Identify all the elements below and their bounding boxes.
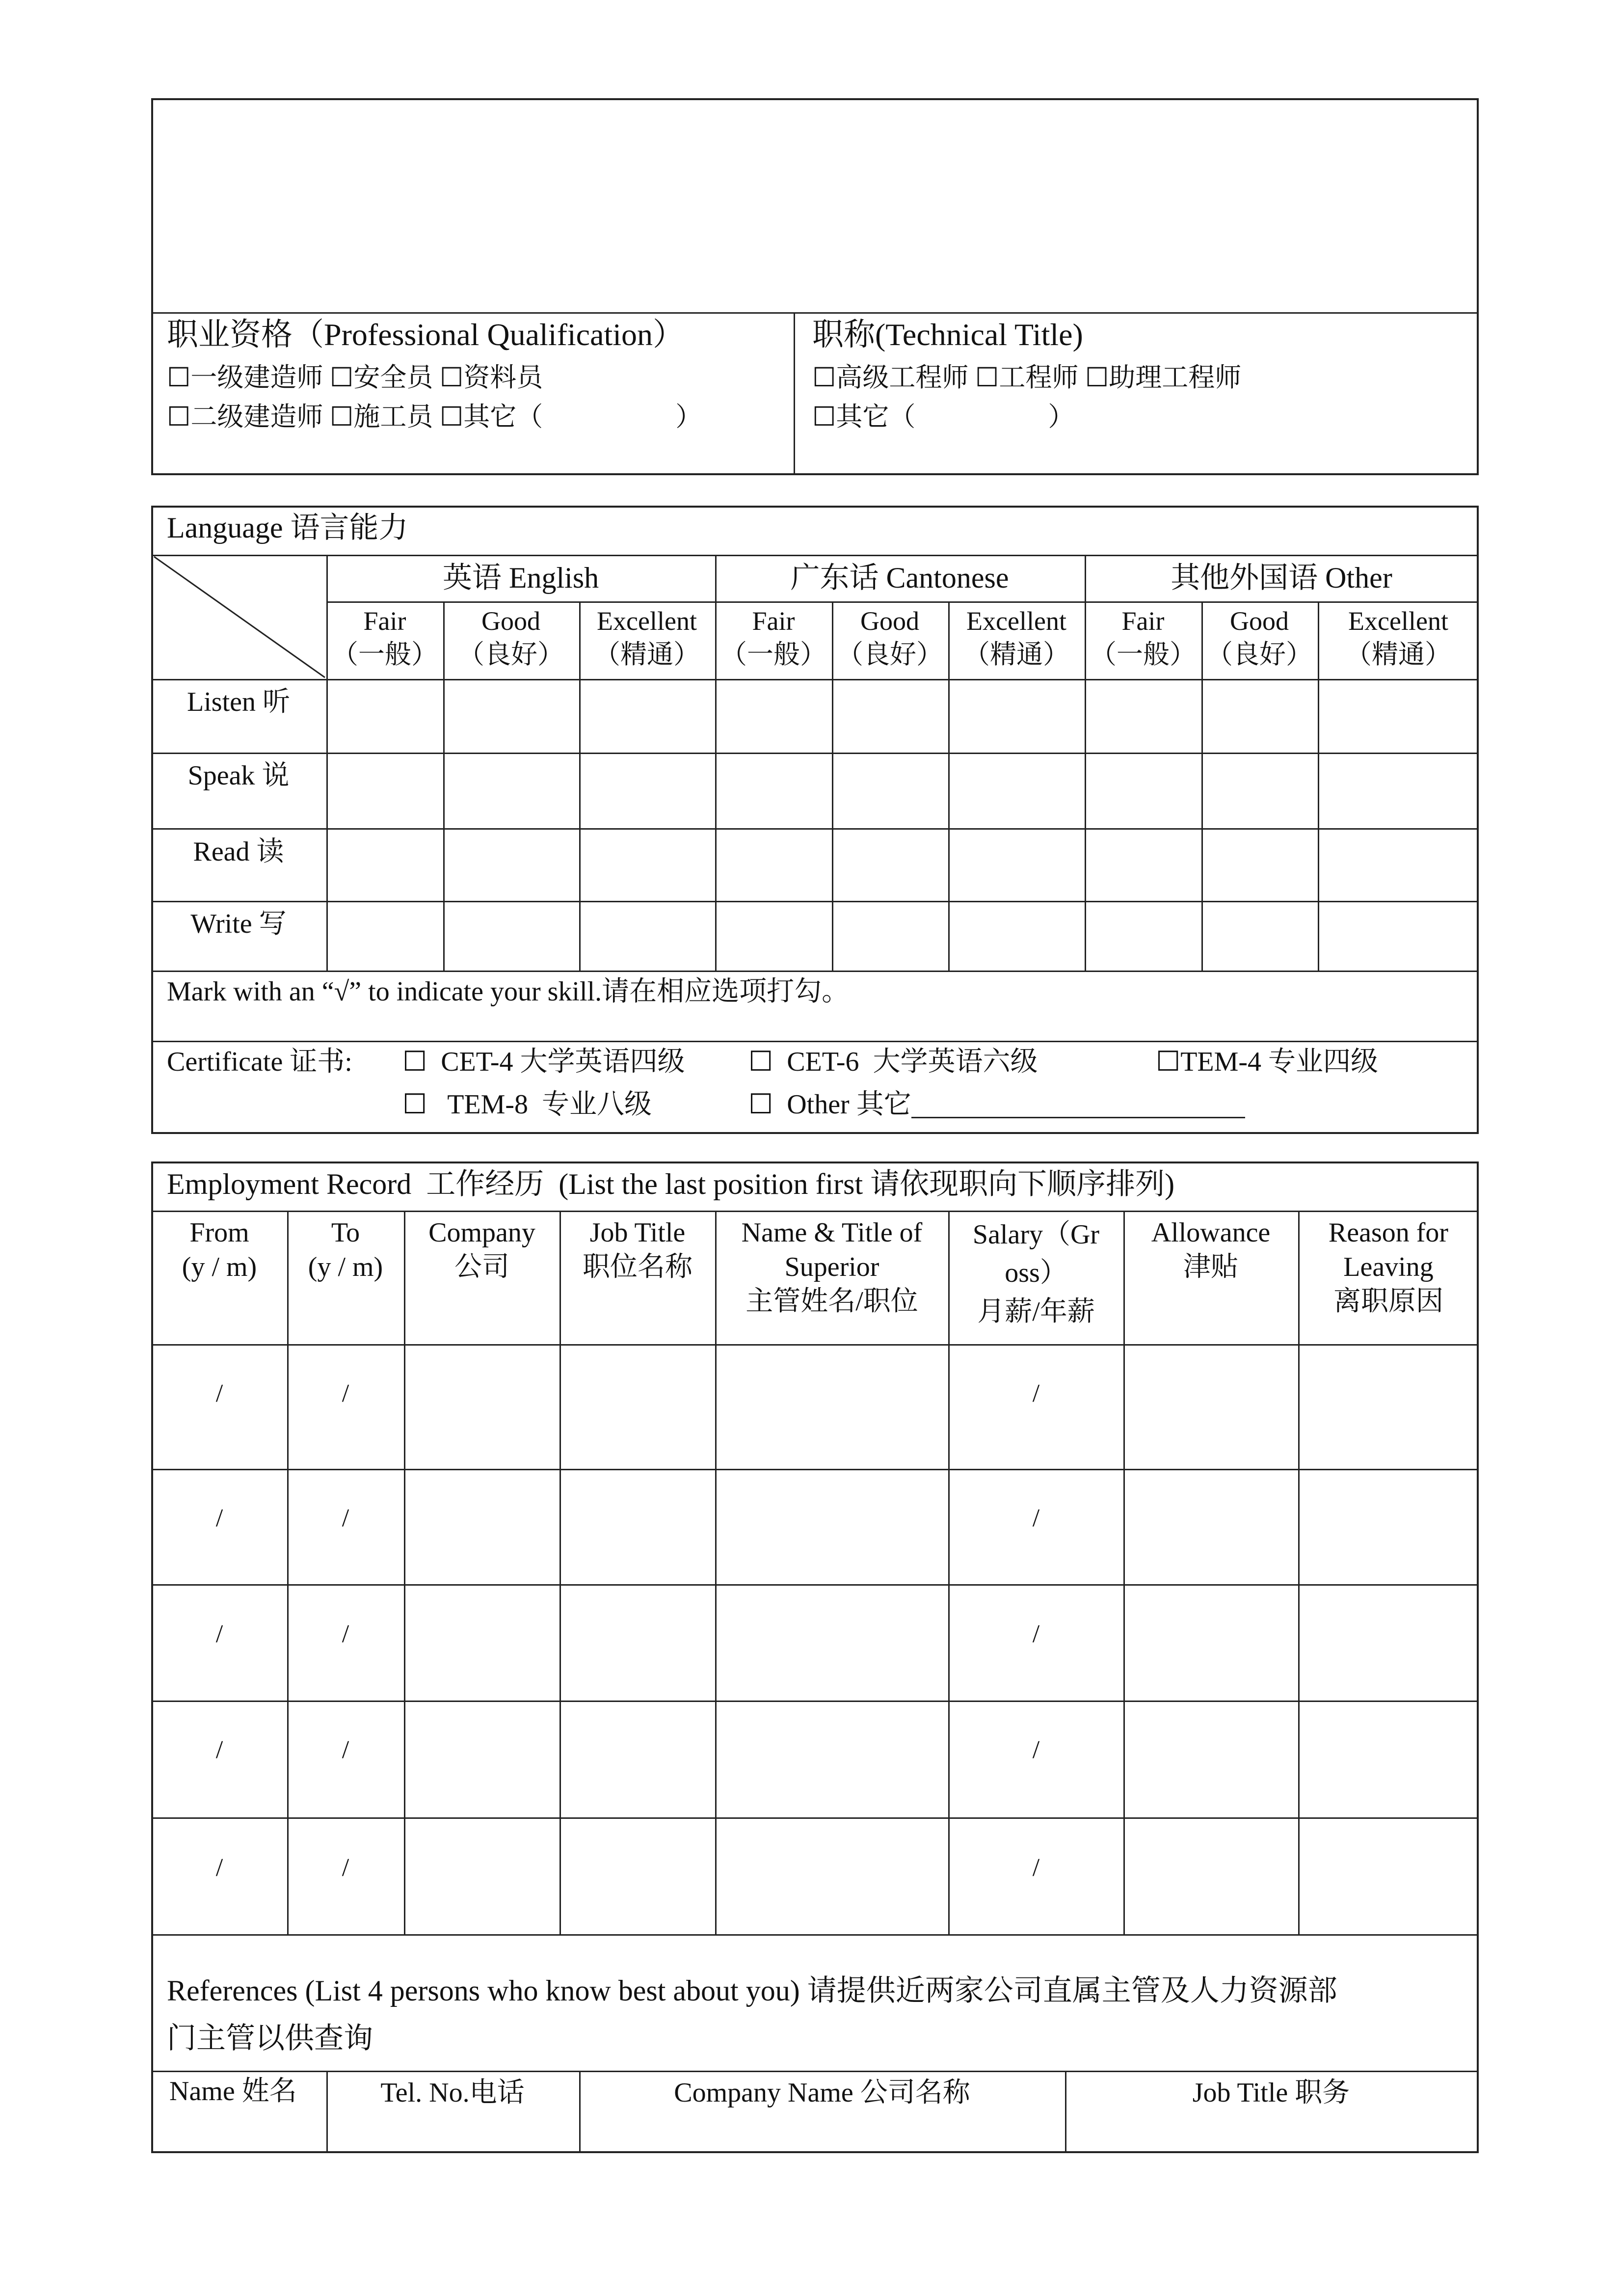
level-excellent: Excellent （精通）: [594, 606, 700, 669]
emp-line-v1: [287, 1211, 289, 1935]
emp-line-h1: [151, 1211, 1479, 1212]
lang-line-h3: [151, 679, 1479, 680]
lang-line-h6: [151, 901, 1479, 902]
emp-line-v2: [404, 1211, 405, 1935]
ref-header-company: Company Name 公司名称: [674, 2078, 970, 2108]
skill-write: Write 写: [190, 909, 287, 939]
lang-line-h4: [151, 753, 1479, 754]
header-company: Company 公司: [428, 1217, 535, 1282]
level-excellent: Excellent （精通）: [1345, 606, 1451, 669]
references-text-line1: References (List 4 persons who know best about you) 请提供近两家公司直属主管及人力资源部: [167, 1974, 1337, 2007]
skill-listen: Listen 听: [187, 687, 290, 717]
row1-salary-slash[interactable]: /: [1032, 1379, 1040, 1407]
qualification-divider-h: [151, 312, 1479, 314]
lang-line-h2: [326, 601, 1479, 603]
emp-line-h3: [151, 1469, 1479, 1470]
level-excellent: Excellent （精通）: [963, 606, 1069, 669]
level-good: Good （良好）: [1206, 606, 1312, 669]
ref-line-v2: [579, 2071, 581, 2153]
mark-instruction: Mark with an “√” to indicate your skill.请在相应选项打勾。: [167, 976, 850, 1007]
group-cantonese: 广东话 Cantonese: [790, 562, 1009, 594]
lang-line-v8: [1318, 601, 1319, 971]
level-good: Good （良好）: [837, 606, 943, 669]
corner-diagonal: [151, 555, 327, 679]
header-job-title: Job Title 职位名称: [583, 1217, 692, 1282]
level-fair: Fair （一般）: [1090, 606, 1196, 669]
cert-cet6[interactable]: ☐ CET-6 大学英语六级: [748, 1047, 1038, 1077]
emp-line-v4: [715, 1211, 717, 1935]
lang-line-h8: [151, 1041, 1479, 1042]
header-allowance: Allowance 津贴: [1151, 1217, 1271, 1282]
row3-to-slash[interactable]: /: [342, 1620, 349, 1648]
row2-to-slash[interactable]: /: [342, 1504, 349, 1532]
header-to: To (y / m): [308, 1217, 383, 1282]
lang-line-h5: [151, 828, 1479, 830]
group-other: 其他外国语 Other: [1171, 562, 1392, 594]
level-fair: Fair （一般）: [332, 606, 438, 669]
professional-qualification-title: 职业资格（Professional Qualification）: [167, 317, 685, 352]
row2-salary-slash[interactable]: /: [1032, 1504, 1040, 1532]
lang-line-v3: [715, 555, 717, 971]
ref-line-v3: [1065, 2071, 1066, 2153]
professional-options-row1[interactable]: ☐一级建造师 ☐安全员 ☐资料员: [167, 363, 543, 392]
row1-to-slash[interactable]: /: [342, 1379, 349, 1407]
row3-salary-slash[interactable]: /: [1032, 1620, 1040, 1648]
row3-from-slash[interactable]: /: [215, 1620, 223, 1648]
lang-line-v2: [579, 601, 581, 971]
emp-line-h5: [151, 1701, 1479, 1702]
ref-header-job-title: Job Title 职务: [1192, 2078, 1350, 2108]
row4-salary-slash[interactable]: /: [1032, 1736, 1040, 1764]
technical-options-row1[interactable]: ☐高级工程师 ☐工程师 ☐助理工程师: [812, 363, 1242, 392]
emp-line-h2: [151, 1344, 1479, 1346]
emp-line-h7: [151, 1934, 1479, 1936]
emp-line-v5: [948, 1211, 950, 1935]
emp-line-h6: [151, 1817, 1479, 1819]
cert-tem4[interactable]: ☐TEM-4 专业四级: [1156, 1047, 1379, 1077]
cert-other-blank[interactable]: [911, 1091, 1245, 1118]
header-salary: Salary（Gr oss） 月薪/年薪: [972, 1219, 1100, 1327]
employment-title: Employment Record 工作经历 (List the last position first 请依现职向下顺序排列): [167, 1168, 1175, 1200]
cert-other[interactable]: ☐ Other 其它: [748, 1091, 1245, 1118]
header-superior: Name & Title of Superior 主管姓名/职位: [741, 1217, 923, 1317]
language-block: [151, 506, 1479, 1134]
row5-from-slash[interactable]: /: [215, 1854, 223, 1882]
ref-header-tel: Tel. No.电话: [380, 2078, 525, 2108]
skill-speak: Speak 说: [187, 760, 290, 791]
emp-line-v3: [559, 1211, 561, 1935]
emp-line-h4: [151, 1584, 1479, 1586]
lang-line-v1: [443, 601, 445, 971]
header-from: From (y / m): [182, 1217, 257, 1282]
row1-from-slash[interactable]: /: [215, 1379, 223, 1407]
row5-salary-slash[interactable]: /: [1032, 1854, 1040, 1882]
level-good: Good （良好）: [458, 606, 564, 669]
lang-line-v7: [1201, 601, 1203, 971]
lang-line-h7: [151, 971, 1479, 972]
language-title: Language 语言能力: [167, 512, 408, 544]
references-text-line2: 门主管以供查询: [167, 2022, 373, 2054]
emp-line-h8: [151, 2071, 1479, 2072]
cert-cet4[interactable]: ☐ CET-4 大学英语四级: [402, 1047, 685, 1077]
cert-tem8[interactable]: ☐ TEM-8 专业八级: [402, 1089, 652, 1120]
professional-options-row2[interactable]: ☐二级建造师 ☐施工员 ☐其它（ ）: [167, 402, 702, 432]
lang-line-v4: [832, 601, 833, 971]
lang-line-v5: [948, 601, 950, 971]
emp-line-v6: [1123, 1211, 1125, 1935]
emp-line-v7: [1298, 1211, 1300, 1935]
skill-read: Read 读: [193, 837, 284, 867]
row4-from-slash[interactable]: /: [215, 1736, 223, 1764]
ref-header-name: Name 姓名: [169, 2076, 297, 2107]
group-english: 英语 English: [442, 562, 599, 594]
lang-line-h1: [151, 555, 1479, 556]
certificate-label: Certificate 证书:: [167, 1047, 352, 1077]
ref-line-v1: [326, 2071, 328, 2153]
row2-from-slash[interactable]: /: [215, 1504, 223, 1532]
technical-options-row2[interactable]: ☐其它（ ）: [812, 402, 1075, 432]
qualification-divider-v: [794, 312, 795, 475]
row5-to-slash[interactable]: /: [342, 1854, 349, 1882]
technical-title-heading: 职称(Technical Title): [812, 317, 1083, 352]
row4-to-slash[interactable]: /: [342, 1736, 349, 1764]
header-reason: Reason for Leaving 离职原因: [1328, 1217, 1449, 1317]
lang-line-v6: [1085, 555, 1086, 971]
level-fair: Fair （一般）: [720, 606, 826, 669]
